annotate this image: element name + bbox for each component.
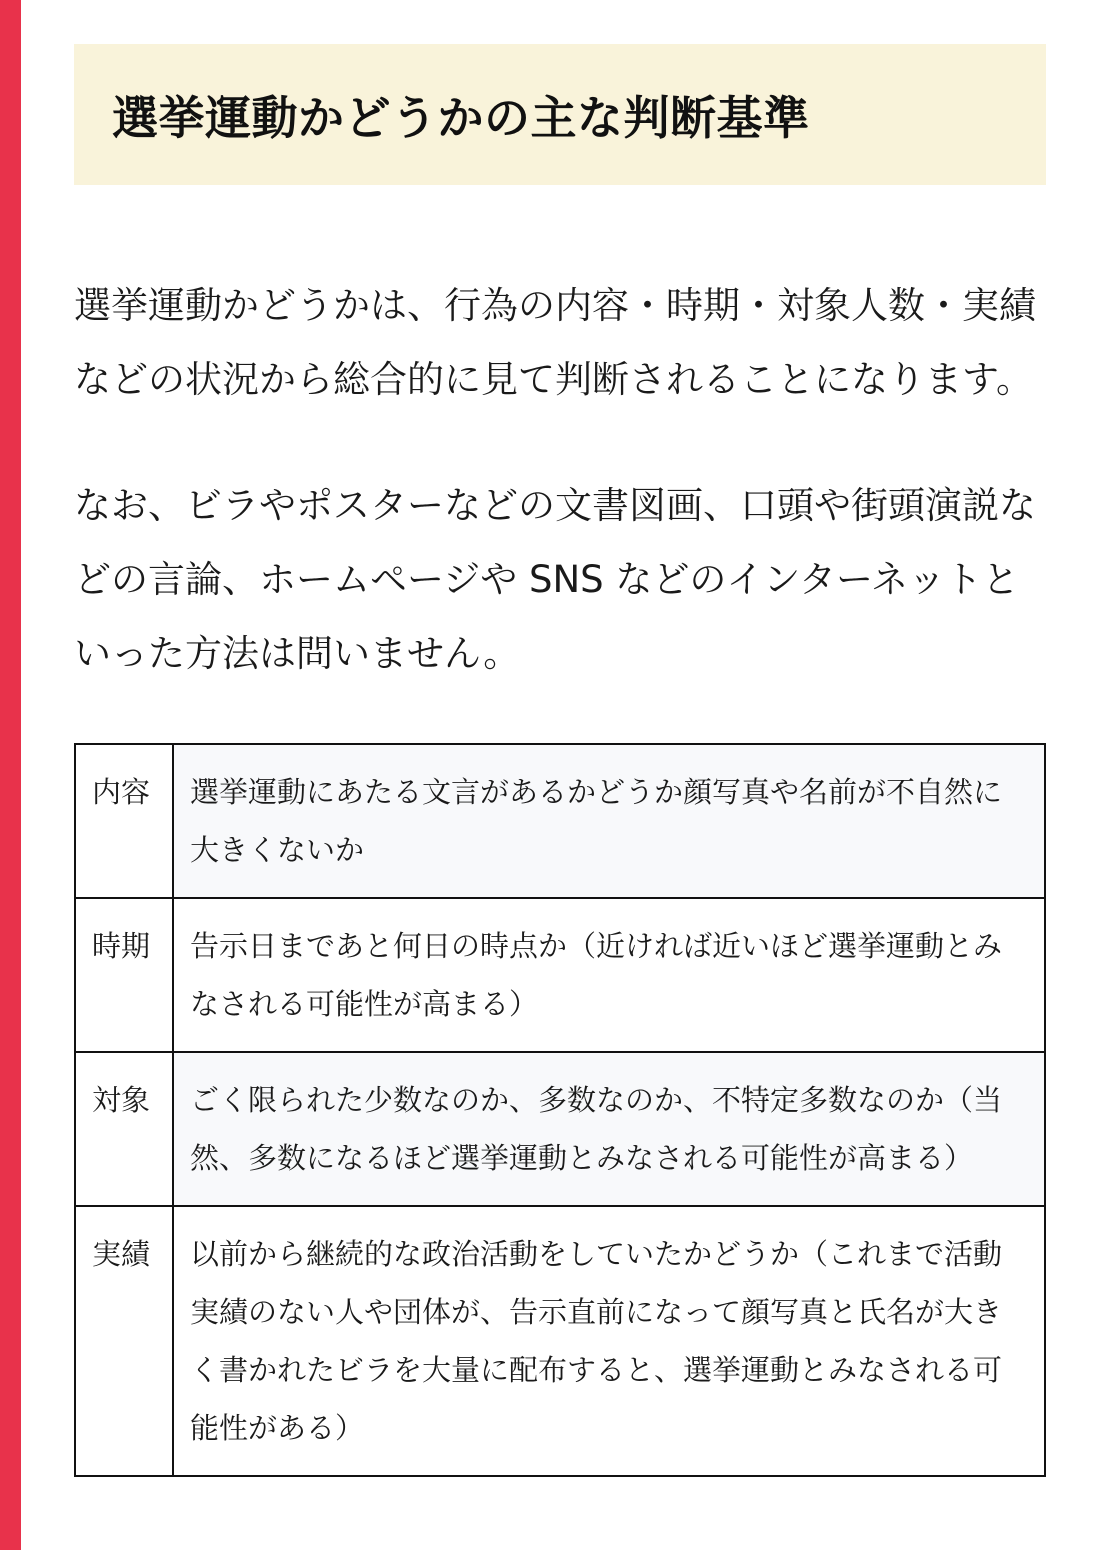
row-label-track-record: 実績 [75, 1206, 173, 1476]
criteria-table [74, 743, 1046, 1477]
row-text-timing: 告示日まであと何日の時点か（近ければ近いほど選挙運動とみなされる可能性が高まる） [173, 898, 1045, 1052]
table-row [75, 1052, 1045, 1206]
table-row [75, 898, 1045, 1052]
row-label-content: 内容 [75, 744, 173, 898]
article-content [74, 44, 1046, 1477]
paragraph-judgment: 選挙運動かどうかは、行為の内容・時期・対象人数・実績などの状況から総合的に見て判断されることになります。 [74, 284, 1036, 401]
row-text-track-record: 以前から継続的な政治活動をしていたかどうか（これまで活動実績のない人や団体が、告示直前になって顔写真と氏名が大きく書かれたビラを大量に配布すると、選挙運動とみなされる可能性がある） [173, 1206, 1045, 1476]
table-row [75, 1206, 1045, 1476]
row-text-content: 選挙運動にあたる文言があるかどうか顔写真や名前が不自然に大きくないか [173, 744, 1045, 898]
section-heading-box [74, 44, 1046, 185]
left-accent-bar [0, 0, 21, 1550]
paragraph-methods: なお、ビラやポスターなどの文書図画、口頭や街頭演説などの言論、ホームページや SNS などのインターネットといった方法は問いません。 [74, 484, 1036, 675]
row-label-timing: 時期 [75, 898, 173, 1052]
table-row [75, 744, 1045, 898]
row-label-target: 対象 [75, 1052, 173, 1206]
row-text-target: ごく限られた少数なのか、多数なのか、不特定多数なのか（当然、多数になるほど選挙運動とみなされる可能性が高まる） [173, 1052, 1045, 1206]
section-heading: 選挙運動かどうかの主な判断基準 [112, 90, 810, 145]
